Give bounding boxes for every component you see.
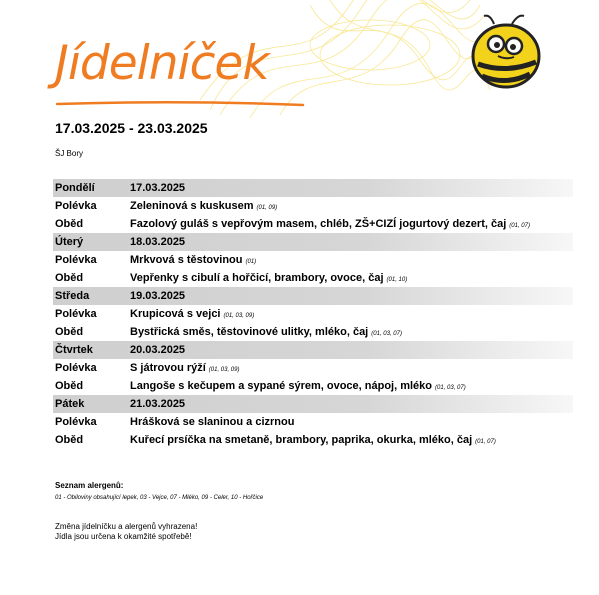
meal-type: Oběd: [55, 434, 84, 446]
allergen-codes: (01, 03, 07): [371, 331, 402, 337]
note-consumption: Jídla jsou určena k okamžité spotřebě!: [55, 532, 192, 541]
meal-type: Polévka: [55, 308, 97, 320]
day-header: [53, 341, 573, 359]
footer-notes: [55, 522, 197, 542]
meal-name: Zeleninová s kuskusem: [130, 200, 254, 212]
menu-row: [53, 413, 573, 431]
day-name: Čtvrtek: [55, 344, 93, 356]
meal-name: Fazolový guláš s vepřovým masem, chléb, ZŠ+CIZÍ jogurtový dezert, čaj: [130, 218, 507, 230]
allergen-codes: (01, 10): [386, 277, 408, 283]
menu-row: [53, 431, 573, 449]
day-name: Středa: [55, 290, 90, 302]
day-header: [53, 395, 573, 413]
meal-name: Krupicová s vejci: [130, 308, 221, 320]
menu-row: [53, 305, 573, 323]
meal-type: Oběd: [55, 380, 84, 392]
meal-type: Polévka: [55, 416, 97, 428]
day-header: [53, 179, 573, 197]
allergen-codes: (01, 03, 09): [223, 313, 255, 319]
page-title: Jídelníček: [55, 36, 269, 91]
meal-name: Vepřenky s cibulí a hořčicí, brambory, ovoce, čaj: [130, 272, 384, 284]
day-name: Pátek: [55, 398, 85, 410]
allergen-codes: (01, 09): [256, 205, 278, 211]
meal-type: Oběd: [55, 218, 84, 230]
day-date: 19.03.2025: [130, 290, 186, 302]
allergen-legend-title: Seznam alergenů:: [55, 481, 124, 490]
menu-row: [53, 359, 573, 377]
day-name: Pondělí: [55, 182, 95, 194]
allergen-codes: (01, 03, 09): [208, 367, 240, 373]
menu-row: [53, 269, 573, 287]
day-name: Úterý: [55, 236, 84, 248]
date-range: 17.03.2025 - 23.03.2025: [55, 120, 208, 136]
meal-type: Oběd: [55, 272, 84, 284]
allergen-codes: (01, 07): [475, 439, 496, 445]
allergen-legend-text: 01 - Obiloviny obsahující lepek, 03 - Vejce, 07 - Mléko, 09 - Celer, 10 - Hořčice: [55, 495, 264, 501]
meal-type: Polévka: [55, 254, 97, 266]
note-change: Změna jídelníčku a alergenů vyhrazena!: [55, 522, 198, 531]
meal-name: Hrášková se slaninou a cizrnou: [130, 416, 295, 428]
menu-row: [53, 377, 573, 395]
allergen-codes: (01, 07): [509, 223, 530, 229]
day-header: [53, 287, 573, 305]
allergen-codes: (01): [245, 259, 257, 265]
day-date: 21.03.2025: [130, 398, 186, 410]
menu-row: [53, 197, 573, 215]
meal-name: Mrkvová s těstovinou: [130, 254, 243, 266]
title-underline: [55, 98, 305, 108]
meal-name: Kuřecí prsíčka na smetaně, brambory, paprika, okurka, mléko, čaj: [130, 434, 473, 446]
day-date: 20.03.2025: [130, 344, 186, 356]
day-date: 17.03.2025: [130, 182, 186, 194]
meal-name: Bystřická směs, těstovinové ulitky, mléko, čaj: [130, 326, 369, 338]
menu-table: [53, 179, 573, 449]
day-header: [53, 233, 573, 251]
meal-type: Oběd: [55, 326, 84, 338]
allergen-codes: (01, 03, 07): [435, 385, 466, 391]
meal-name: Langoše s kečupem a sypané sýrem, ovoce, nápoj, mléko: [130, 380, 433, 392]
meal-type: Polévka: [55, 362, 97, 374]
menu-row: [53, 323, 573, 341]
menu-row: [53, 251, 573, 269]
meal-type: Polévka: [55, 200, 97, 212]
menu-row: [53, 215, 573, 233]
day-date: 18.03.2025: [130, 236, 186, 248]
meal-name: S játrovou rýží: [130, 362, 206, 374]
bee-mascot-icon: [466, 12, 546, 92]
school-name: ŠJ Bory: [55, 149, 84, 158]
